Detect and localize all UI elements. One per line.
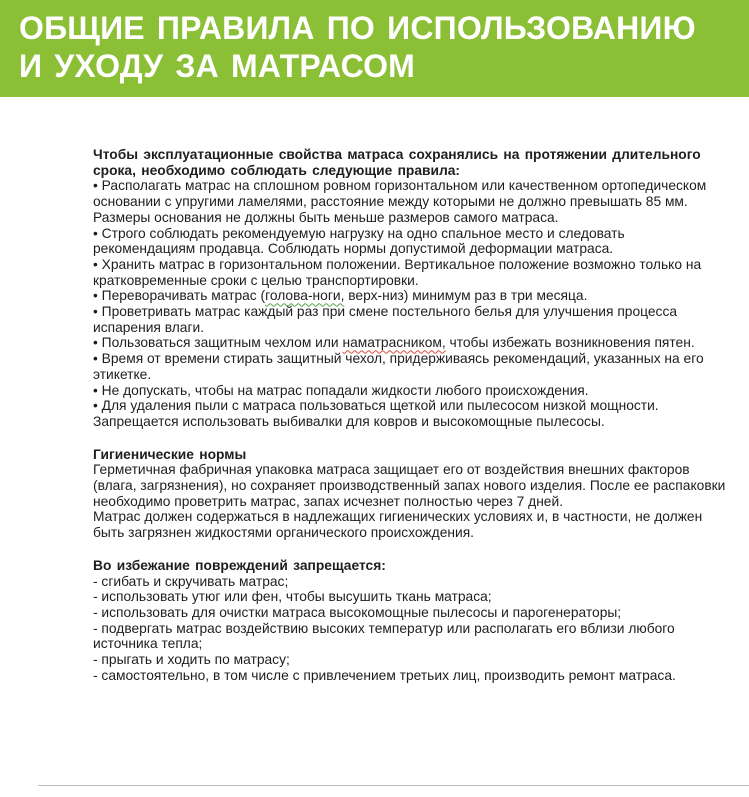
text-line: [93, 525, 743, 541]
text-segment: • Располагать матрас на сплошном ровном горизонтальном или качественном ортопедическом: [93, 178, 707, 194]
text-segment: основании с упругими ламелями, расстояние между которыми не должно превышать 85 мм.: [93, 194, 688, 210]
text-line: [93, 621, 743, 637]
text-line: [93, 304, 743, 320]
text-segment: (влага, загрязнения), но сохраняет производственный запах нового изделия. После ее распаковки: [93, 478, 726, 494]
text-line: [93, 383, 743, 399]
text-segment: • Время от времени стирать защитный чехол, придерживаясь рекомендаций, указанных на его: [93, 351, 704, 367]
text-line: [93, 210, 743, 226]
text-segment: чтобы избежать возникновения пятен.: [445, 335, 695, 351]
text-segment: • Переворачивать матрас (: [93, 288, 266, 304]
text-segment: рекомендациям продавца. Соблюдать нормы допустимой деформации матраса.: [93, 241, 614, 257]
text-segment: - самостоятельно, в том числе с привлечением третьих лиц, производить ремонт матраса.: [93, 667, 676, 683]
text-segment: срока, необходимо соблюдать следующие правила:: [93, 162, 461, 178]
text-segment: - использовать утюг или фен, чтобы высушить ткань матраса;: [93, 589, 492, 605]
text-segment: Во избежание повреждений запрещается:: [93, 557, 386, 573]
text-line: [93, 367, 743, 383]
text-line: [93, 494, 743, 510]
text-segment: этикетке.: [93, 366, 152, 382]
page-title-line-1: ОБЩИЕ ПРАВИЛА ПО ИСПОЛЬЗОВАНИЮ: [19, 10, 696, 46]
text-segment: • Для удаления пыли с матраса пользоваться щеткой или пылесосом низкой мощности.: [93, 398, 659, 414]
document-body: [93, 147, 743, 684]
text-line: [93, 636, 743, 652]
page-header-banner: [0, 0, 749, 97]
text-segment: • Не допускать, чтобы на матрас попадали жидкости любого происхождения.: [93, 382, 589, 398]
text-line: [93, 462, 743, 478]
text-line: [93, 288, 743, 304]
text-line: [93, 574, 743, 590]
text-line: [93, 147, 743, 163]
text-line: [93, 509, 743, 525]
paragraph: [93, 178, 743, 429]
page-title-line-2: И УХОДУ ЗА МАТРАСОМ: [19, 48, 416, 84]
text-line: [93, 605, 743, 621]
paragraph: [93, 462, 743, 541]
text-line: [93, 398, 743, 414]
text-line: [93, 257, 743, 273]
text-segment: Герметичная фабричная упаковка матраса защищает его от воздействия внешних факторов: [93, 462, 690, 478]
text-segment: Чтобы эксплуатационные свойства матраса сохранялись на протяжении длительного: [93, 147, 701, 162]
spellcheck-green-word: голова-ноги,: [265, 288, 345, 304]
text-segment: - подвергать матрас воздействию высоких температур или располагать его вблизи любого: [93, 620, 675, 636]
text-segment: - использовать для очистки матраса высокомощные пылесосы и парогенераторы;: [93, 604, 622, 620]
text-segment: верх-низ) минимум раз в три месяца.: [344, 288, 588, 304]
text-line: [93, 335, 743, 351]
footer-divider-line: [38, 785, 749, 786]
text-segment: Гигиенические нормы: [93, 446, 247, 462]
text-segment: Матрас должен содержаться в надлежащих гигиенических условиях и, в частности, не должен: [93, 509, 703, 525]
text-line: [93, 414, 743, 430]
text-line: [93, 351, 743, 367]
text-segment: испарения влаги.: [93, 319, 205, 335]
text-segment: • Хранить матрас в горизонтальном положении. Вертикальное положение возможно только на: [93, 256, 702, 272]
text-line: [93, 589, 743, 605]
text-line: [93, 478, 743, 494]
section-heading: [93, 558, 743, 574]
text-line: [93, 320, 743, 336]
spellcheck-red-word: наматрасником,: [342, 335, 446, 351]
paragraph: [93, 574, 743, 684]
text-line: [93, 652, 743, 668]
text-line: [93, 273, 743, 289]
text-line: [93, 668, 743, 684]
section-heading: [93, 447, 743, 463]
text-line: [93, 241, 743, 257]
text-segment: - прыгать и ходить по матрасу;: [93, 652, 290, 668]
text-line: [93, 194, 743, 210]
text-line: [93, 163, 743, 179]
paragraph: [93, 147, 743, 178]
text-segment: • Строго соблюдать рекомендуемую нагрузку на одно спальное место и следовать: [93, 225, 625, 241]
text-segment: • Пользоваться защитным чехлом или: [93, 335, 343, 351]
text-segment: необходимо проветрить матрас, запах исчезнет полностью через 7 дней.: [93, 493, 564, 509]
text-line: [93, 447, 743, 463]
text-segment: кратковременные сроки с целью транспортировки.: [93, 272, 419, 288]
text-segment: Запрещается использовать выбивалки для ковров и высокомощные пылесосы.: [93, 413, 605, 429]
text-segment: Размеры основания не должны быть меньше размеров самого матраса.: [93, 209, 559, 225]
text-line: [93, 558, 743, 574]
text-segment: быть загрязнен жидкостями органического происхождения.: [93, 525, 475, 541]
text-segment: - сгибать и скручивать матрас;: [93, 573, 289, 589]
text-line: [93, 178, 743, 194]
text-segment: • Проветривать матрас каждый раз при смене постельного белья для улучшения процесса: [93, 304, 678, 320]
text-line: [93, 226, 743, 242]
text-segment: источника тепла;: [93, 636, 203, 652]
